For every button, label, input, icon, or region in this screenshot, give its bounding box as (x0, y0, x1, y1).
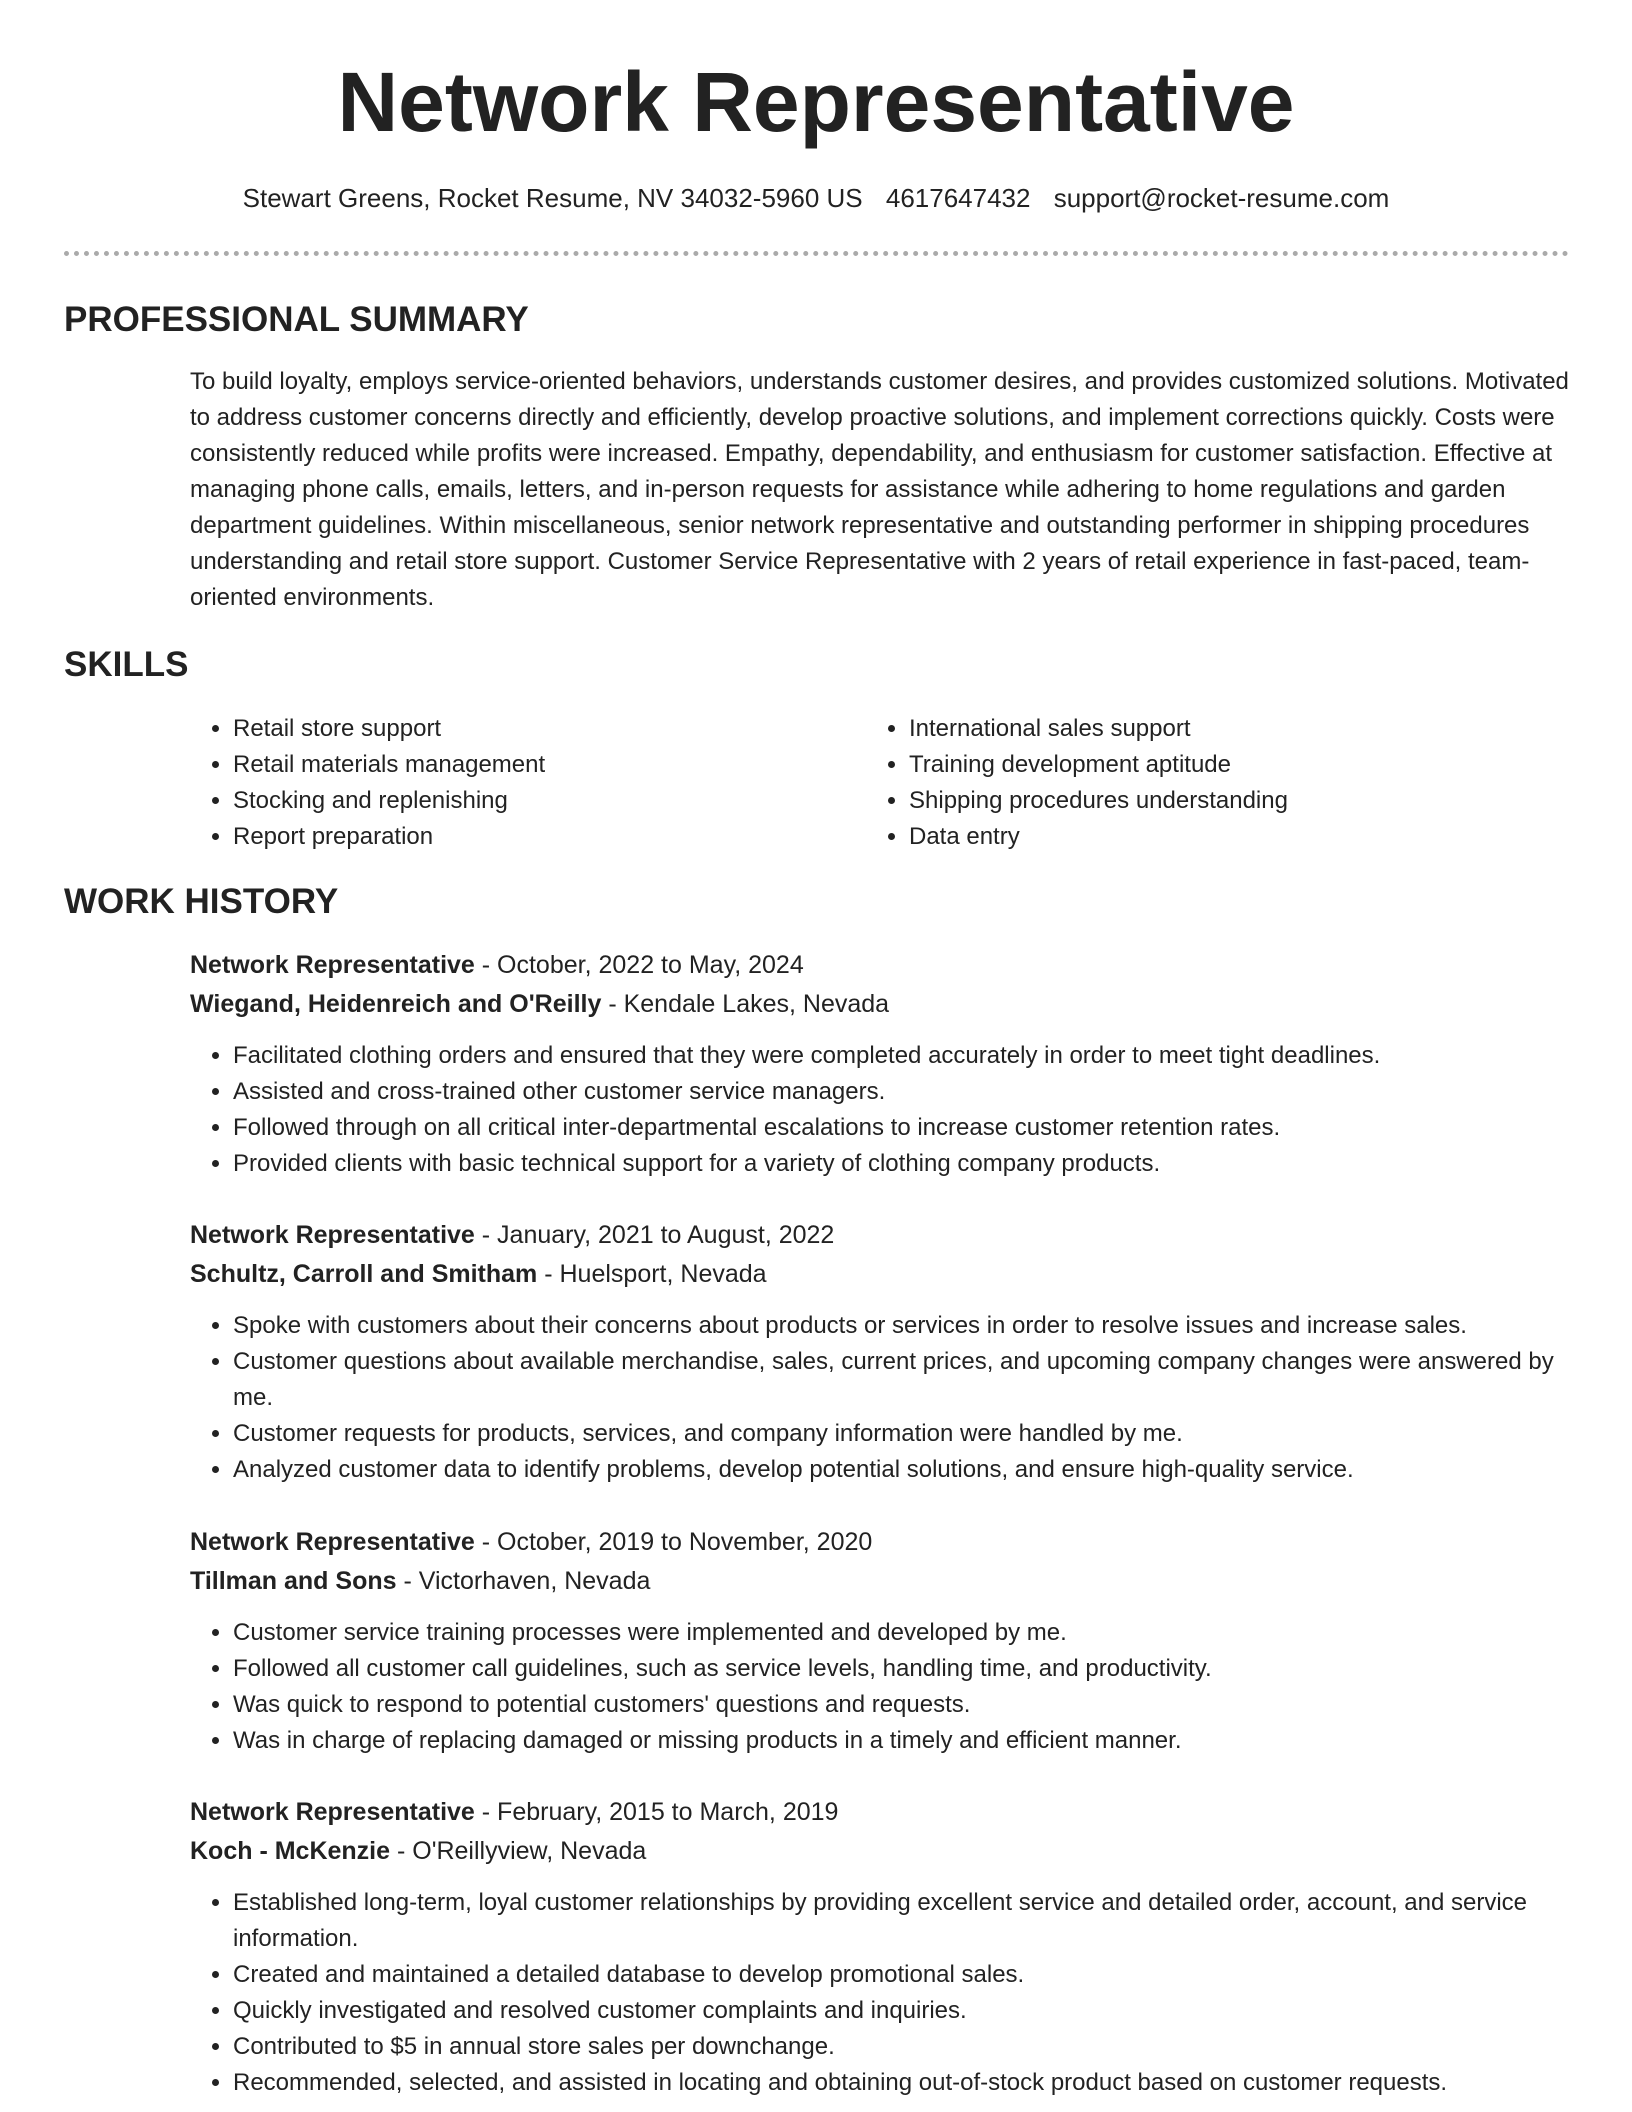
job-bullets (190, 1308, 1570, 1488)
job-bullet: • Customer questions about available merchandise, sales, current prices, and upcoming company changes were answered by me. (233, 1344, 1570, 1416)
job-bullets (190, 1885, 1570, 2101)
skill-item: • Training development aptitude (909, 747, 1526, 783)
job-location: - Kendale Lakes, Nevada (601, 990, 890, 1018)
skill-item: • International sales support (909, 711, 1526, 747)
job-dates: - January, 2021 to August, 2022 (474, 1221, 835, 1249)
job-bullet: • Was in charge of replacing damaged or missing products in a timely and efficient manner. (233, 1723, 1570, 1759)
contact-email: support@rocket-resume.com (1053, 183, 1390, 213)
job-bullet: • Quickly investigated and resolved customer complaints and inquiries. (233, 1993, 1570, 2029)
job-company: Koch - McKenzie (190, 1837, 391, 1865)
summary-text: To build loyalty, employs service-oriented behaviors, understands customer desires, and provides customized solutions. Motivated to address customer concerns directly and efficiently, develop proactive solutions, and implement corrections quickly. Costs were consistently reduced while profits were increased. Empathy, dependability, and enthusiasm for customer satisfaction. Effective at managing phone calls, emails, letters, and in-person requests for assistance while adhering to home regulations and garden department guidelines. Within miscellaneous, senior network representative and outstanding performer in shipping procedures understanding and retail store support. Customer Service Representative with 2 years of retail experience in fast-paced, team-oriented environments. (190, 368, 1569, 611)
job-company-line (190, 985, 1570, 1024)
job-bullet: • Contributed to $5 in annual store sales per downchange. (233, 2029, 1570, 2065)
job-bullet: • Provided clients with basic technical support for a variety of clothing company products. (233, 1146, 1570, 1182)
contact-phone: 4617647432 (885, 183, 1031, 213)
job-location: - O'Reillyview, Nevada (390, 1837, 647, 1865)
job-location: - Huelsport, Nevada (537, 1260, 767, 1288)
work-history-heading: WORK HISTORY (64, 882, 339, 921)
job-title: Network Representative (190, 1798, 475, 1826)
job-company-line (190, 1562, 1570, 1601)
job-bullet: • Recommended, selected, and assisted in locating and obtaining out-of-stock product based on customer requests. (233, 2065, 1570, 2101)
job-entry (190, 1793, 1570, 2101)
skill-item: • Stocking and replenishing (233, 783, 850, 819)
job-bullet: • Spoke with customers about their concerns about products or services in order to resolve issues and increase sales. (233, 1308, 1570, 1344)
job-location: - Victorhaven, Nevada (396, 1567, 651, 1595)
job-bullet: • Created and maintained a detailed database to develop promotional sales. (233, 1957, 1570, 1993)
job-company: Wiegand, Heidenreich and O'Reilly (190, 990, 602, 1018)
skill-item: • Report preparation (233, 819, 850, 855)
job-company-line (190, 1255, 1570, 1294)
job-title-line (190, 1216, 1570, 1255)
job-title-line (190, 946, 1570, 985)
job-dates: - February, 2015 to March, 2019 (474, 1798, 839, 1826)
skill-item: • Retail store support (233, 711, 850, 747)
skills-column-right (866, 711, 1526, 855)
job-title: Network Representative (190, 1528, 475, 1556)
job-entry (190, 946, 1570, 1182)
skill-item: • Data entry (909, 819, 1526, 855)
job-bullet: • Was quick to respond to potential customers' questions and requests. (233, 1687, 1570, 1723)
job-bullet: • Analyzed customer data to identify problems, develop potential solutions, and ensure high-quality service. (233, 1452, 1570, 1488)
job-bullet: • Followed through on all critical inter-departmental escalations to increase customer retention rates. (233, 1110, 1570, 1146)
job-bullet: • Customer service training processes were implemented and developed by me. (233, 1615, 1570, 1651)
summary-heading: PROFESSIONAL SUMMARY (64, 300, 529, 339)
job-bullets (190, 1615, 1570, 1759)
job-title: Network Representative (190, 1221, 475, 1249)
job-bullet: • Assisted and cross-trained other customer service managers. (233, 1074, 1570, 1110)
job-company: Tillman and Sons (190, 1567, 397, 1595)
skill-item: • Retail materials management (233, 747, 850, 783)
job-bullet: • Facilitated clothing orders and ensured that they were completed accurately in order to meet tight deadlines. (233, 1038, 1570, 1074)
job-title-line (190, 1523, 1570, 1562)
contact-address: Stewart Greens, Rocket Resume, NV 34032-5960 US (242, 183, 863, 213)
job-company: Schultz, Carroll and Smitham (190, 1260, 538, 1288)
job-title-line (190, 1793, 1570, 1832)
resume-name: Network Representative (337, 55, 1295, 149)
skills-column-left (190, 711, 850, 855)
skill-item: • Shipping procedures understanding (909, 783, 1526, 819)
header-divider (64, 251, 1569, 256)
job-entry (190, 1216, 1570, 1488)
job-bullet: • Customer requests for products, services, and company information were handled by me. (233, 1416, 1570, 1452)
job-dates: - October, 2022 to May, 2024 (474, 951, 804, 979)
job-bullet: • Followed all customer call guidelines, such as service levels, handling time, and productivity. (233, 1651, 1570, 1687)
job-entry (190, 1523, 1570, 1759)
job-title: Network Representative (190, 951, 475, 979)
job-company-line (190, 1832, 1570, 1871)
contact-line (0, 180, 1632, 216)
skills-heading: SKILLS (64, 645, 189, 684)
job-dates: - October, 2019 to November, 2020 (474, 1528, 873, 1556)
job-bullets (190, 1038, 1570, 1182)
job-bullet: • Established long-term, loyal customer relationships by providing excellent service and detailed order, account, and service information. (233, 1885, 1570, 1957)
